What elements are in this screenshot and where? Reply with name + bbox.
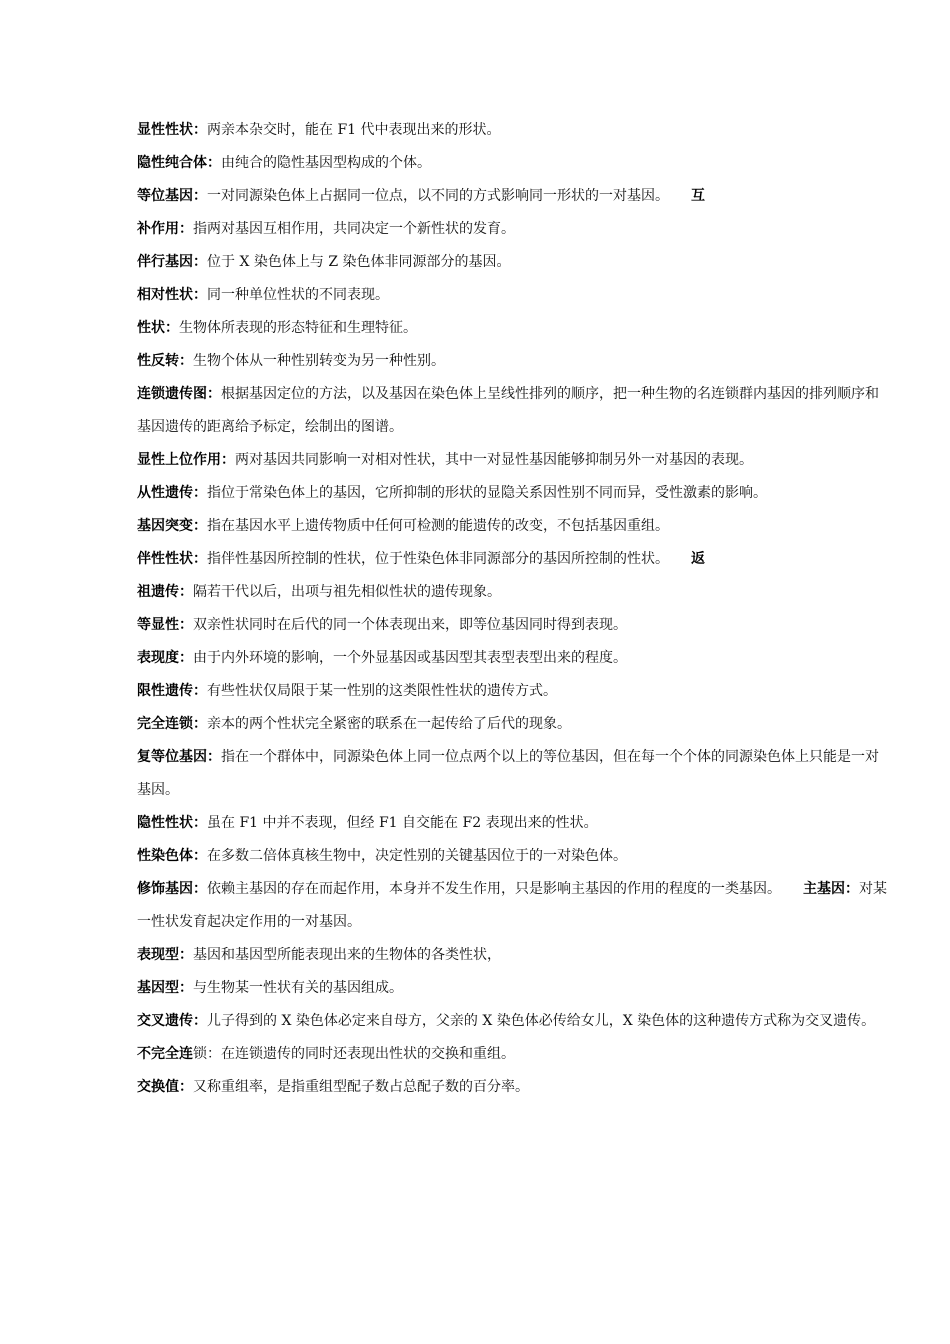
entry-definition: 指伴性基因所控制的性状，位于性染色体非同源部分的基因所控制的性状。 — [207, 551, 669, 567]
glossary-entry — [137, 642, 889, 675]
entry-term: 交叉遗传： — [137, 1013, 207, 1029]
glossary-entry — [137, 708, 889, 741]
entry-term: 完全连锁： — [137, 716, 207, 732]
glossary-entry — [137, 675, 889, 708]
entry-definition: 基因和基因型所能表现出来的生物体的各类性状， — [193, 947, 501, 963]
glossary-entry — [137, 873, 889, 939]
entry-term: 交换值： — [137, 1079, 193, 1095]
glossary-entry — [137, 213, 889, 246]
glossary-entry — [137, 444, 889, 477]
entry-definition: 指两对基因互相作用，共同决定一个新性状的发育。 — [193, 221, 515, 237]
entry-definition: 两对基因共同影响一对相对性状，其中一对显性基因能够抑制另外一对基因的表现。 — [235, 452, 753, 468]
entry-definition: 同一种单位性状的不同表现。 — [207, 287, 389, 303]
glossary-entry — [137, 246, 889, 279]
glossary-entry — [137, 741, 889, 807]
entry-term: 表现型： — [137, 947, 193, 963]
glossary-entry — [137, 543, 889, 576]
entry-term: 不完全连 — [137, 1046, 193, 1062]
glossary-entry — [137, 378, 889, 444]
entry-definition: 在多数二倍体真核生物中，决定性别的关键基因位于的一对染色体。 — [207, 848, 627, 864]
glossary-entry — [137, 114, 889, 147]
entry-term: 隐性纯合体： — [137, 155, 221, 171]
glossary-entry — [137, 1038, 889, 1071]
entry-term: 隐性性状： — [137, 815, 207, 831]
glossary-entry — [137, 576, 889, 609]
glossary-entry — [137, 180, 889, 213]
entry-definition: 根据基因定位的方法，以及基因在染色体上呈线性排列的顺序，把一种生物的名连锁群内基因的排列顺序和基因遗传的距离给予标定，绘制出的图谱。 — [137, 386, 879, 435]
entry-term: 从性遗传： — [137, 485, 207, 501]
entry-definition: 一对同源染色体上占据同一位点，以不同的方式影响同一形状的一对基因。 — [207, 188, 669, 204]
entry-definition: 隔若干代以后，出项与祖先相似性状的遗传现象。 — [193, 584, 501, 600]
glossary-entry — [137, 1005, 889, 1038]
glossary-entry — [137, 510, 889, 543]
entry-term: 伴行基因： — [137, 254, 207, 270]
glossary-entry — [137, 312, 889, 345]
entry-definition: 指在基因水平上遗传物质中任何可检测的能遗传的改变，不包括基因重组。 — [207, 518, 669, 534]
entry-term: 复等位基因： — [137, 749, 221, 765]
glossary-entry — [137, 609, 889, 642]
entry-tail-term: 互 — [691, 188, 705, 204]
entry-term: 相对性状： — [137, 287, 207, 303]
entry-definition: 有些性状仅局限于某一性别的这类限性性状的遗传方式。 — [207, 683, 557, 699]
entry-definition: 生物个体从一种性别转变为另一种性别。 — [193, 353, 445, 369]
glossary-entry — [137, 840, 889, 873]
entry-tail-definition: 对某一性状发育起决定作用的一对基因。 — [137, 881, 887, 930]
glossary-entry — [137, 939, 889, 972]
glossary-entry — [137, 345, 889, 378]
entry-term: 性状： — [137, 320, 179, 336]
entry-definition: 又称重组率，是指重组型配子数占总配子数的百分率。 — [193, 1079, 529, 1095]
entry-definition: 亲本的两个性状完全紧密的联系在一起传给了后代的现象。 — [207, 716, 571, 732]
entry-definition: 位于 X 染色体上与 Z 染色体非同源部分的基因。 — [207, 254, 511, 270]
entry-term: 显性上位作用： — [137, 452, 235, 468]
entry-term: 连锁遗传图： — [137, 386, 221, 402]
entry-definition: 虽在 F1 中并不表现，但经 F1 自交能在 F2 表现出来的性状。 — [207, 815, 598, 831]
glossary-entry — [137, 807, 889, 840]
entry-definition: 两亲本杂交时，能在 F1 代中表现出来的形状。 — [207, 122, 501, 138]
entry-definition: 与生物某一性状有关的基因组成。 — [193, 980, 403, 996]
glossary-entry — [137, 279, 889, 312]
entry-term: 性染色体： — [137, 848, 207, 864]
entry-term: 等显性： — [137, 617, 193, 633]
entry-definition: 指在一个群体中，同源染色体上同一位点两个以上的等位基因，但在每一个个体的同源染色体上只能是一对基因。 — [137, 749, 879, 798]
entry-term: 限性遗传： — [137, 683, 207, 699]
glossary-page — [137, 114, 889, 1104]
entry-definition: 由纯合的隐性基因型构成的个体。 — [221, 155, 431, 171]
entry-tail-term: 返 — [691, 551, 705, 567]
entry-definition: 儿子得到的 X 染色体必定来自母方，父亲的 X 染色体必传给女儿，X 染色体的这种遗传方式称为交叉遗传。 — [207, 1013, 876, 1029]
entry-definition: 生物体所表现的形态特征和生理特征。 — [179, 320, 417, 336]
entry-definition: 指位于常染色体上的基因，它所抑制的形状的显隐关系因性别不同而异，受性激素的影响。 — [207, 485, 767, 501]
glossary-entry — [137, 1071, 889, 1104]
entry-term: 补作用： — [137, 221, 193, 237]
entry-term: 基因型： — [137, 980, 193, 996]
entry-term: 基因突变： — [137, 518, 207, 534]
entry-term: 性反转： — [137, 353, 193, 369]
entry-term: 表现度： — [137, 650, 193, 666]
entry-term: 祖遗传： — [137, 584, 193, 600]
entry-term: 等位基因： — [137, 188, 207, 204]
glossary-entry — [137, 147, 889, 180]
entry-term: 显性性状： — [137, 122, 207, 138]
entry-term: 修饰基因： — [137, 881, 207, 897]
entry-term: 伴性性状： — [137, 551, 207, 567]
glossary-entry — [137, 972, 889, 1005]
glossary-entry — [137, 477, 889, 510]
entry-tail-term: 主基因： — [803, 881, 859, 897]
entry-definition: 由于内外环境的影响，一个外显基因或基因型其表型表型出来的程度。 — [193, 650, 627, 666]
entry-definition: 依赖主基因的存在而起作用，本身并不发生作用，只是影响主基因的作用的程度的一类基因。 — [207, 881, 781, 897]
entry-definition: 锁：在连锁遗传的同时还表现出性状的交换和重组。 — [193, 1046, 515, 1062]
entry-definition: 双亲性状同时在后代的同一个体表现出来，即等位基因同时得到表现。 — [193, 617, 627, 633]
